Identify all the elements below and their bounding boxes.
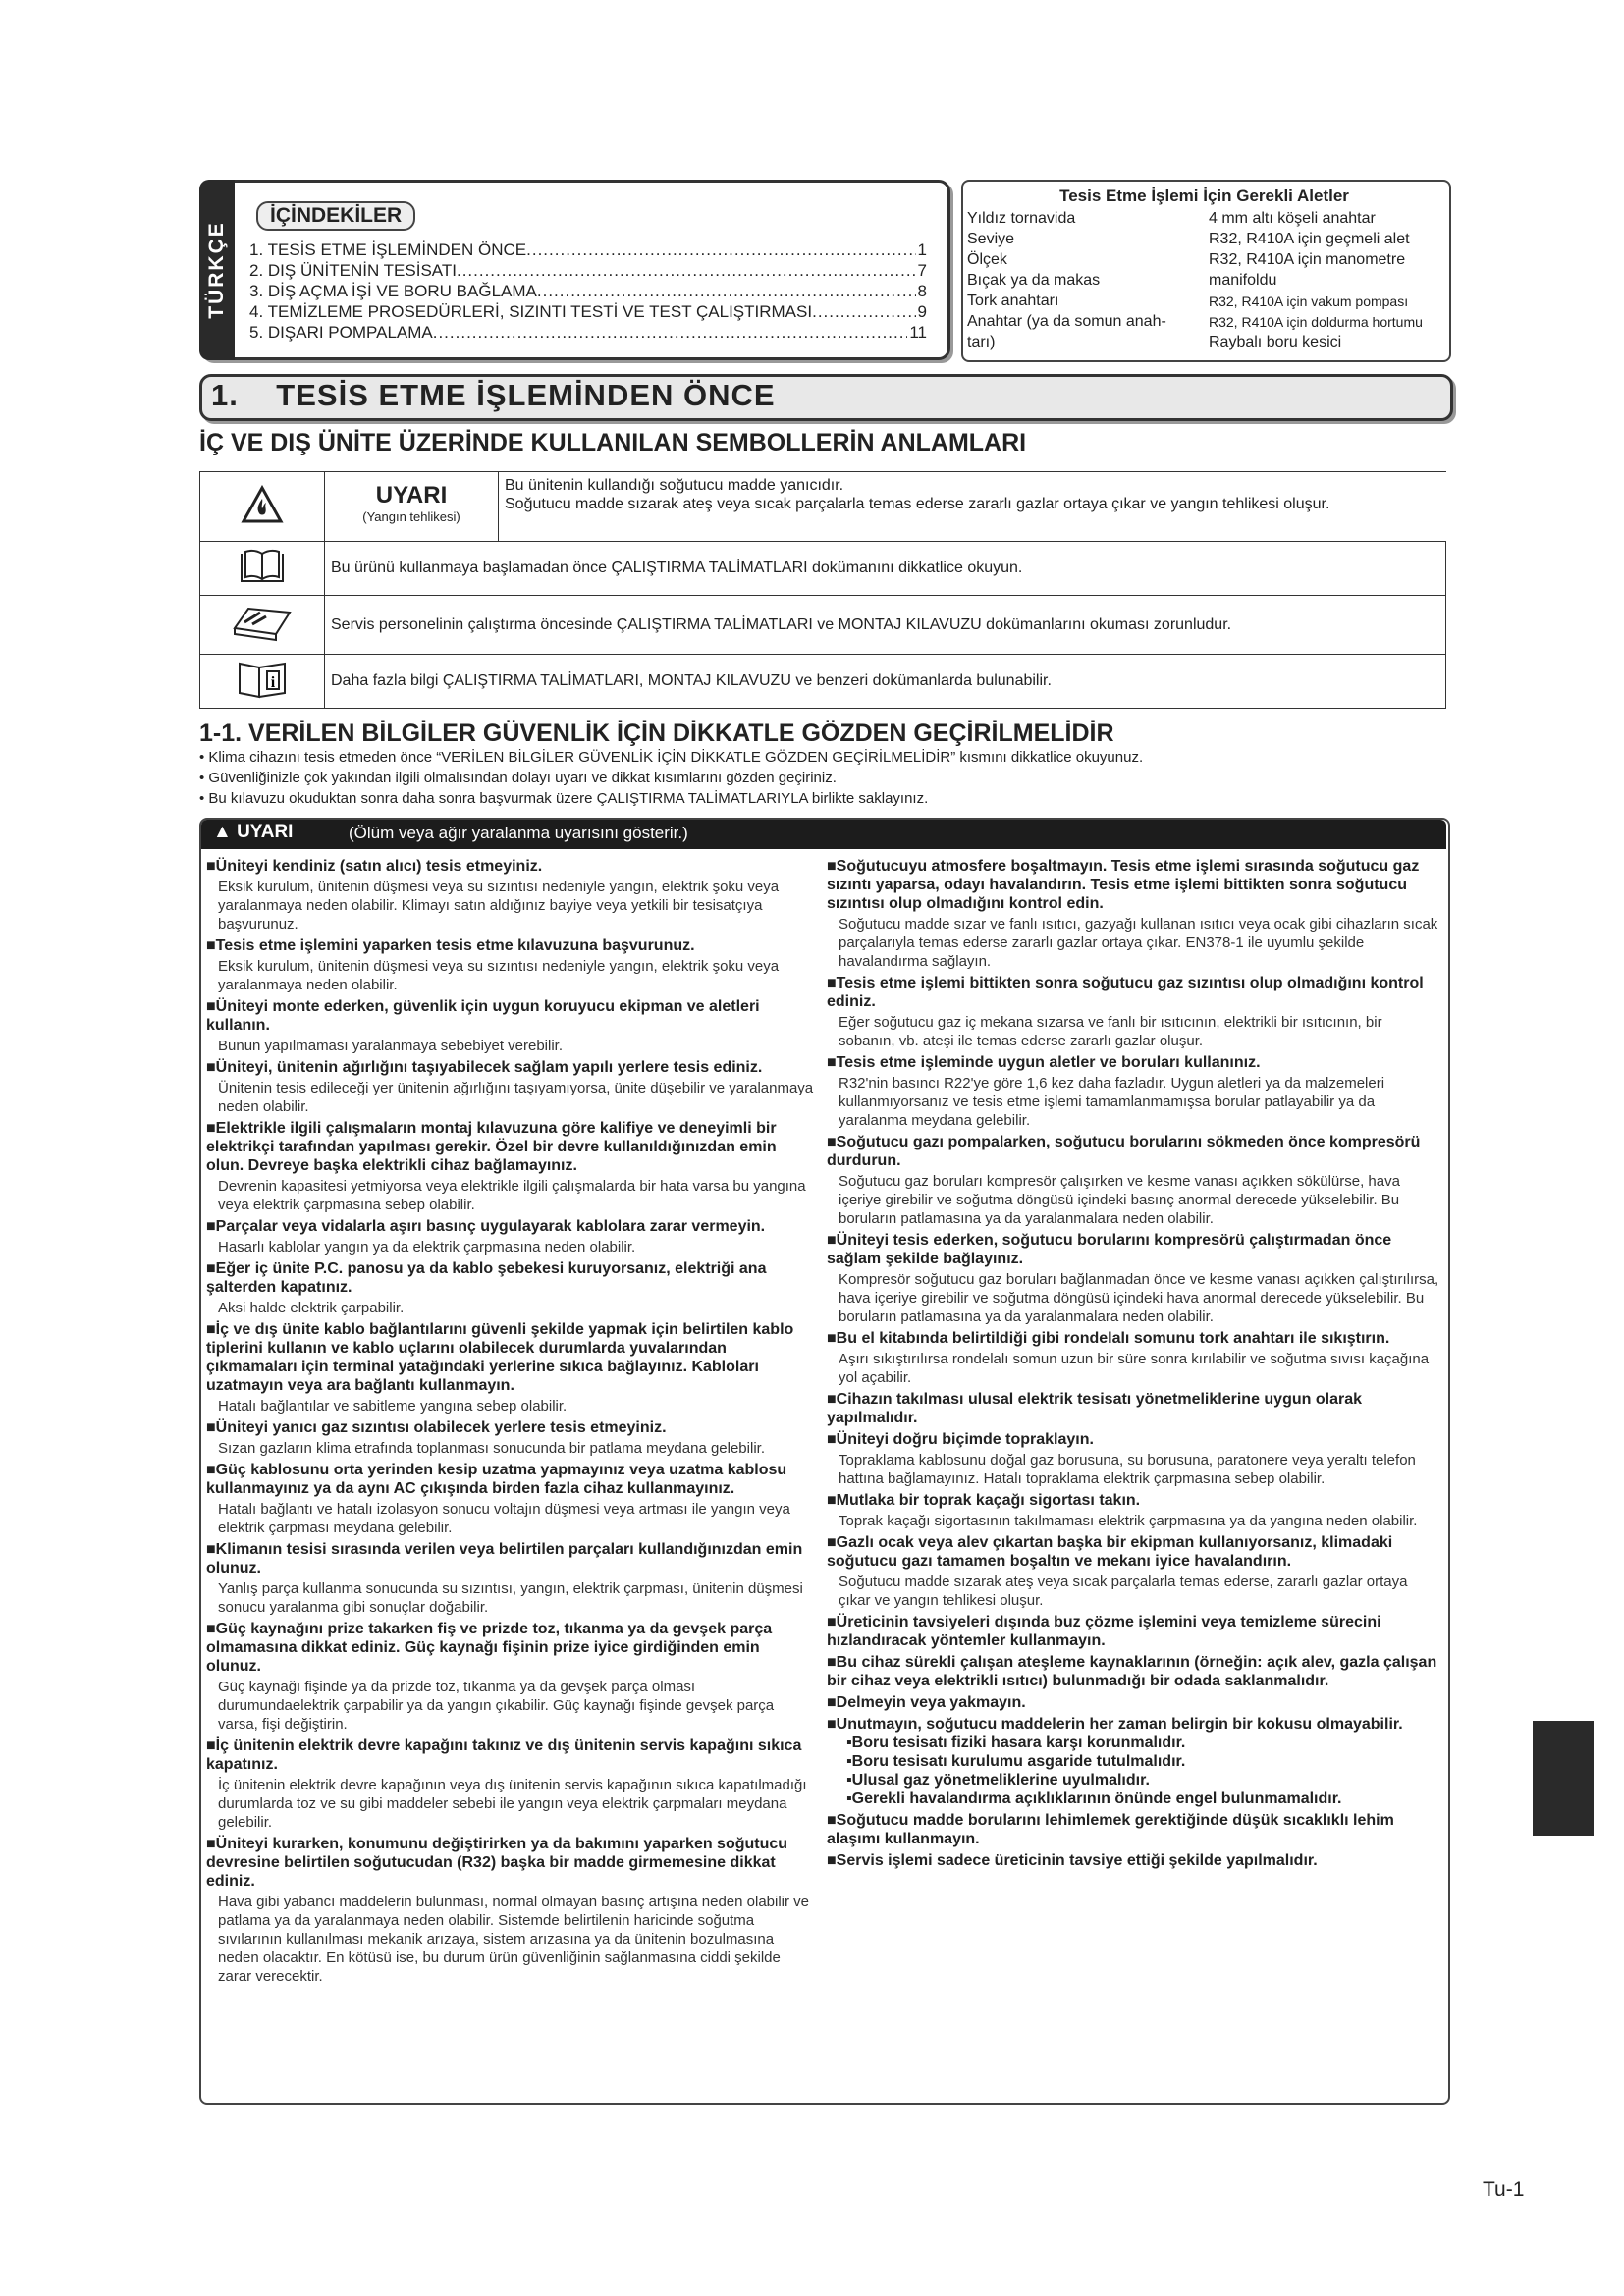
warning-item-body: Eksik kurulum, ünitenin düşmesi veya su sızıntısı nedeniyle yangın, elektrik şoku veya yaralanmaya neden olabilir. Klimayı satın aldığınız bayiye veya yetkili bir tesisatçıya başvurunuz. [218, 879, 780, 933]
language-label: TÜRKÇE [205, 221, 228, 319]
chapter-tab [1533, 1721, 1594, 1836]
svg-text:i: i [270, 673, 276, 691]
warning-subitem: ▪ Boru tesisatı fiziki hasara karşı korunmalıdır. [827, 1734, 1440, 1752]
safety-title: 1-1. VERİLEN BİLGİLER GÜVENLİK İÇİN DİKKATLE GÖZDEN GEÇİRİLMELİDİR [199, 720, 1114, 747]
warning-item-heading: ■ Tesis etme işlemi bittikten sonra soğutucu gaz sızıntısı olup olmadığını kontrol ediniz. [827, 974, 1440, 1011]
warning-header [201, 820, 1446, 849]
tool-item: 4 mm altı köşeli anahtar [1209, 210, 1376, 227]
warning-subitem: ▪ Boru tesisatı kurulumu asgaride tutulmalıdır. [827, 1752, 1440, 1771]
warning-left-column [206, 854, 815, 1986]
symbol-text: Servis personelinin çalıştırma öncesinde ÇALIŞTIRMA TALİMATLARI ve MONTAJ KILAVUZU dokümanlarını okuması zorunludur. [325, 596, 1446, 655]
warning-item-heading: ■ Klimanın tesisi sırasında verilen veya belirtilen parçaları kullandığınızdan emin olunuz. [206, 1540, 815, 1577]
warning-subitem: ▪ Gerekli havalandırma açıklıklarının önünde engel bulunmamalıdır. [827, 1789, 1440, 1808]
safety-bullet: • Bu kılavuzu okuduktan sonra daha sonra başvurmak üzere ÇALIŞTIRMA TALİMATLARIYLA birlikte saklayınız. [199, 790, 929, 807]
warning-right-column [827, 854, 1440, 1870]
tools-box [961, 180, 1451, 362]
warning-item-body: Devrenin kapasitesi yetmiyorsa veya elektrikle ilgili çalışmalarda bir hata varsa bu yangına veya elektrik çarpmasına sebep olabilir. [218, 1178, 806, 1213]
toc-item[interactable]: 5. DIŞARI POMPALAMA ..... 11 [249, 323, 927, 343]
warning-item-heading: ■ Üniteyi monte ederken, güvenlik için uygun koruyucu ekipman ve aletleri kullanın. [206, 997, 815, 1035]
warning-item-heading: ■ Soğutucuyu atmosfere boşaltmayın. Tesis etme işlemi sırasında soğutucu gaz sızıntı yaparsa, odayı havalandırın. Tesis etme işlemi bittikten sonra soğutucu sızıntısı olup olmadığını kontrol edin. [827, 857, 1440, 913]
warning-item-body: Topraklama kablosunu doğal gaz borusuna, su borusuna, paratonere veya yeraltı telefon hattına bağlamayınız. Hatalı topraklama elektrik çarpmasına sebep olabilir. [839, 1452, 1416, 1487]
flame-warning-icon [200, 472, 325, 542]
tool-item: Seviye [967, 231, 1015, 247]
warning-item-heading: ■ Güç kablosunu orta yerinden kesip uzatma yapmayınız veya uzatma kablosu kullanmayınız ya da aynı AC çıkışında birden fazla cihaz kullanmayınız. [206, 1461, 815, 1498]
symbol-row [200, 655, 1446, 709]
warning-item-heading: ■ Soğutucu madde borularını lehimlemek gerektiğinde düşük sıcaklıklı lehim alaşımı kullanmayın. [827, 1811, 1440, 1848]
warning-item-body: R32'nin basıncı R22'ye göre 1,6 kez daha fazladır. Uygun aletleri ya da malzemeleri kullanmıyorsanız ve tesis etme işlemi tamamlanmamışsa borular patlayabilir ya da yaralanma meydana gelebilir. [839, 1075, 1385, 1129]
warning-item-heading: ■ Bu cihaz sürekli çalışan ateşleme kaynaklarının (örneğin: açık alev, gazla çalışan bir cihaz veya elektrikli ısıtıcı) bulunmadığı bir odada saklanmalıdır. [827, 1653, 1440, 1690]
warning-item-heading: ■ Üniteyi, ünitenin ağırlığını taşıyabilecek sağlam yapılı yerlere tesis ediniz. [206, 1058, 815, 1077]
symbol-text: Bu ürünü kullanmaya başlamadan önce ÇALIŞTIRMA TALİMATLARI dokümanını dikkatlice okuyun. [325, 542, 1446, 596]
tool-item: Ölçek [967, 251, 1007, 268]
warning-item-heading: ■ Parçalar veya vidalarla aşırı basınç uygulayarak kablolara zarar vermeyin. [206, 1217, 815, 1236]
warning-item-body: Soğutucu madde sızarak ateş veya sıcak parçalarla temas ederse, zararlı gazlar ortaya çıkar ve yangın tehlikesi oluşur. [839, 1574, 1408, 1609]
warning-item-heading: ■ Üreticinin tavsiyeleri dışında buz çözme işlemini veya temizleme sürecini hızlandıracak yöntemler kullanmayın. [827, 1613, 1440, 1650]
warning-item-heading: ■ Eğer iç ünite P.C. panosu ya da kablo şebekesi kuruyorsanız, elektriği ana şalterden kapatınız. [206, 1259, 815, 1297]
warning-subitem: ▪ Ulusal gaz yönetmeliklerine uyulmalıdır. [827, 1771, 1440, 1789]
warning-item-body: Toprak kaçağı sigortasının takılmaması elektrik çarpmasına ya da yangına neden olabilir. [839, 1513, 1418, 1529]
warning-item-body: Soğutucu gaz boruları kompresör çalışırken ve kesme vanası açıkken sökülürse, hava içeriye girebilir ve soğutma döngüsü içindeki basınç anormal derecede yükselebilir. Bu boruların patlamasına ya da yaralanmalara neden olabilir. [839, 1173, 1400, 1227]
tool-item: manifoldu [1209, 272, 1277, 289]
warning-item-heading: ■ Elektrikle ilgili çalışmaların montaj kılavuzuna göre kalifiye ve deneyimli bir elektrikçi tarafından yapılması gerekir. Özel bir devre kullanıldığınızdan emin olun. Devreye başka elektrikli cihaz bağlamayınız. [206, 1119, 815, 1175]
warning-item-heading: ■ Üniteyi kurarken, konumunu değiştirirken ya da bakımını yaparken soğutucu devresine belirtilen soğutucudan (R32) başka bir madde girmemesine dikkat ediniz. [206, 1835, 815, 1891]
tool-item: Anahtar (ya da somun anah- [967, 313, 1166, 330]
tool-item: Raybalı boru kesici [1209, 334, 1342, 350]
symbols-title: İÇ VE DIŞ ÜNİTE ÜZERİNDE KULLANILAN SEMBOLLERİN ANLAMLARI [199, 429, 1027, 456]
warning-item-body: Aşırı sıkıştırılırsa rondelalı somun uzun bir süre sonra kırılabilir ve soğutma sıvısı kaçağına yol açabilir. [839, 1351, 1430, 1386]
language-tab [199, 180, 235, 360]
warning-item-body: Aksi halde elektrik çarpabilir. [218, 1300, 405, 1316]
warning-text: Bu ünitenin kullandığı soğutucu madde yanıcıdır. [505, 477, 844, 494]
warning-item-body: Hatalı bağlantı ve hatalı izolasyon sonucu voltajın düşmesi veya artması ile yangın veya elektrik çarpması meydana gelebilir. [218, 1501, 790, 1536]
warning-item-body: Hava gibi yabancı maddelerin bulunması, normal olmayan basınç artışına neden olabilir ve patlama ya da yaralanmaya neden olabilir. Sistemde belirtilenin haricinde soğutma sıvılarının kullanılması mekanik arızaya, sistem arızasına ya da ünitenin bozulmasına neden olacaktır. En kötüsü ise, bu durum ürün güvenliğinin sağlanmasına ciddi şekilde zarar verecektir. [218, 1894, 809, 1985]
tool-item: Bıçak ya da makas [967, 272, 1101, 289]
symbol-text: Daha fazla bilgi ÇALIŞTIRMA TALİMATLARI, MONTAJ KILAVUZU ve benzeri dokümanlarda bulunabilir. [325, 655, 1446, 709]
tool-item: R32, R410A için doldurma hortumu [1209, 314, 1423, 330]
service-manual-icon [200, 596, 325, 655]
toc-item[interactable]: 1. TESİS ETME İŞLEMİNDEN ÖNCE ..... 1 [249, 240, 927, 260]
tool-item: R32, R410A için manometre [1209, 251, 1406, 268]
warning-item-heading: ■ Güç kaynağını prize takarken fiş ve prizde toz, tıkanma ya da gevşek parça olmamasına dikkat ediniz. Güç kaynağı fişinin prize iyice girdiğinden emin olunuz. [206, 1620, 815, 1676]
symbol-row [200, 472, 1446, 542]
warning-item-body: Ünitenin tesis edileceği yer ünitenin ağırlığını taşıyamıyorsa, ünite düşebilir ve yaralanmaya neden olabilir. [218, 1080, 814, 1115]
warning-header-label: ▲ UYARI [213, 822, 294, 842]
warning-item-body: Eksik kurulum, ünitenin düşmesi veya su sızıntısı nedeniyle yangın, elektrik şoku veya yaralanmaya neden olabilir. [218, 958, 780, 993]
warning-item-heading: ■ Unutmayın, soğutucu maddelerin her zaman belirgin bir kokusu olmayabilir. [827, 1715, 1440, 1734]
page-number: Tu-1 [1483, 2178, 1525, 2201]
tool-item: R32, R410A için vakum pompası [1209, 294, 1409, 309]
warning-sublabel: (Yangın tehlikesi) [362, 509, 460, 524]
tool-item: Yıldız tornavida [967, 210, 1076, 227]
section-title: 1. TESİS ETME İŞLEMİNDEN ÖNCE [211, 378, 776, 412]
warning-item-heading: ■ Üniteyi tesis ederken, soğutucu borularını kompresörü çalıştırmadan önce sağlam şekilde bağlayınız. [827, 1231, 1440, 1268]
warning-item-body: Eğer soğutucu gaz iç mekana sızarsa ve fanlı bir ısıtıcının, elektrikli bir ısıtıcının, bir sobanın, vb. ateşi ile temas ederse zararlı gazlar oluşur. [839, 1014, 1382, 1049]
warning-item-body: Bunun yapılmaması yaralanmaya sebebiyet verebilir. [218, 1038, 564, 1054]
symbol-row [200, 542, 1446, 596]
warning-label: UYARI [375, 482, 448, 508]
safety-bullet: • Klima cihazını tesis etmeden önce “VERİLEN BİLGİLER GÜVENLİK İÇİN DİKKATLE GÖZDEN GEÇİRİLMELİDİR” kısmını dikkatlice okuyunuz. [199, 749, 1144, 766]
toc-item[interactable]: 3. DİŞ AÇMA İŞİ VE BORU BAĞLAMA ..... 8 [249, 282, 927, 301]
warning-item-heading: ■ Cihazın takılması ulusal elektrik tesisatı yönetmeliklerine uygun olarak yapılmalıdır. [827, 1390, 1440, 1427]
warning-item-heading: ■ Üniteyi doğru biçimde topraklayın. [827, 1430, 1440, 1449]
warning-item-body: Yanlış parça kullanma sonucunda su sızıntısı, yangın, elektrik çarpması, ünitenin düşmesi sonucu yaralanma gibi sonuçlar doğabilir. [218, 1580, 803, 1616]
warning-item-heading: ■ Tesis etme işlemini yaparken tesis etme kılavuzuna başvurunuz. [206, 936, 815, 955]
warning-item-heading: ■ Üniteyi kendiniz (satın alıcı) tesis etmeyiniz. [206, 857, 815, 876]
warning-item-heading: ■ Delmeyin veya yakmayın. [827, 1693, 1440, 1712]
warning-item-heading: ■ Gazlı ocak veya alev çıkartan başka bir ekipman kullanıyorsanız, klimadaki soğutucu gazı tamamen boşaltın ve mekanı iyice havalandırın. [827, 1533, 1440, 1571]
symbols-table [199, 471, 1446, 709]
warning-item-body: Kompresör soğutucu gaz boruları bağlanmadan önce ve kesme vanası açıkken çalıştırılırsa, hava içeriye girebilir ve soğutma döngüsü içindeki hava anormal derecede yükselebilir. Bu boruların patlamasına ya da yaralanmalara neden olabilir. [839, 1271, 1439, 1325]
warning-header-sub: (Ölüm veya ağır yaralanma uyarısını gösterir.) [349, 824, 688, 842]
symbol-row [200, 596, 1446, 655]
tool-item: tarı) [967, 334, 996, 350]
tool-item: R32, R410A için geçmeli alet [1209, 231, 1410, 247]
warning-item-heading: ■ İç ünitenin elektrik devre kapağını takınız ve dış ünitenin servis kapağını sıkıca kapatınız. [206, 1736, 815, 1774]
tools-title: Tesis Etme İşlemi İçin Gerekli Aletler [1059, 187, 1349, 205]
warning-item-heading: ■ Üniteyi yanıcı gaz sızıntısı olabilecek yerlere tesis etmeyiniz. [206, 1418, 815, 1437]
warning-item-heading: ■ İç ve dış ünite kablo bağlantılarını güvenli şekilde yapmak için belirtilen kablo tiplerini kullanın ve kablo uçlarını olabilecek durumlarda yuvalarından çıkmamaları için terminal yatağındaki yerlerine sıkıca bağlayınız. Kabloları uzatmayın veya ara bağlantı kullanmayın. [206, 1320, 815, 1395]
book-icon [200, 542, 325, 596]
warning-item-body: Güç kaynağı fişinde ya da prizde toz, tıkanma ya da gevşek parça olması durumundaelektrik çarpabilir ya da yangın çıkabilir. Güç kaynağı fişinde gevşek parça varsa, fişi değiştirin. [218, 1679, 775, 1733]
warning-item-heading: ■ Bu el kitabında belirtildiği gibi rondelalı somunu tork anahtarı ile sıkıştırın. [827, 1329, 1440, 1348]
tool-item: Tork anahtarı [967, 293, 1059, 309]
warning-item-heading: ■ Servis işlemi sadece üreticinin tavsiye ettiği şekilde yapılmalıdır. [827, 1851, 1440, 1870]
warning-item-body: Soğutucu madde sızar ve fanlı ısıtıcı, gazyağı kullanan ısıtıcı veya ocak gibi cihazların sıcak parçalarıyla temas ederse zararlı gazlar ortaya çıkar. EN378-1 ile uyumlu şekilde havalandırma sağlayın. [839, 916, 1438, 970]
warning-item-heading: ■ Soğutucu gazı pompalarken, soğutucu borularını sökmeden önce kompresörü durdurun. [827, 1133, 1440, 1170]
warning-item-body: Hasarlı kablolar yangın ya da elektrik çarpmasına neden olabilir. [218, 1239, 636, 1255]
warning-item-body: İç ünitenin elektrik devre kapağının veya dış ünitenin servis kapağının sıkıca kapatılmadığı durumlarda toz ve su gibi maddeler sebebi ile yangın veya elektrik çarpmaları meydana gelebilir. [218, 1777, 807, 1831]
safety-bullet: • Güvenliğinizle çok yakından ilgili olmalısından dolayı uyarı ve dikkat kısımlarını gözden geçiriniz. [199, 770, 837, 786]
info-book-icon [200, 655, 325, 709]
warning-item-heading: ■ Tesis etme işleminde uygun aletler ve boruları kullanınız. [827, 1053, 1440, 1072]
warning-item-heading: ■ Mutlaka bir toprak kaçağı sigortası takın. [827, 1491, 1440, 1510]
warning-item-body: Hatalı bağlantılar ve sabitleme yangına sebep olabilir. [218, 1398, 568, 1415]
toc-item[interactable]: 2. DIŞ ÜNİTENİN TESİSATI ..... 7 [249, 261, 927, 281]
warning-text: Soğutucu madde sızarak ateş veya sıcak parçalarla temas ederse zararlı gazlar ortaya çıkar ve yangın tehlikesi oluşur. [505, 496, 1330, 512]
toc-item[interactable]: 4. TEMİZLEME PROSEDÜRLERİ, SIZINTI TESTİ VE TEST ÇALIŞTIRMASI ..... 9 [249, 302, 927, 322]
toc-title: İÇİNDEKİLER [256, 201, 415, 231]
warning-item-body: Sızan gazların klima etrafında toplanması sonucunda bir patlama meydana gelebilir. [218, 1440, 765, 1457]
